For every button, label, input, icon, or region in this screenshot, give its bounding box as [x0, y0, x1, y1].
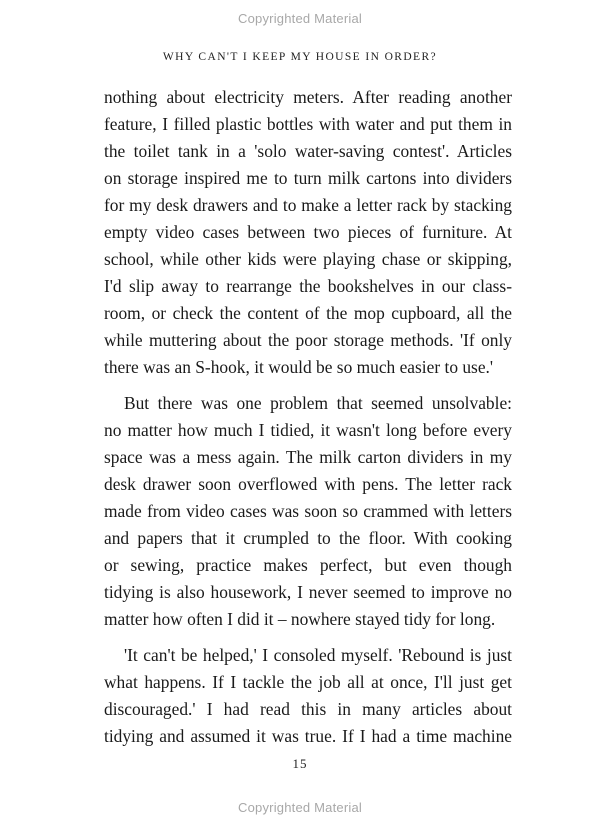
text-line: discouraged.' I had read this in many articles about	[104, 699, 512, 719]
text-line: But there was one problem that seemed unsolvable:	[124, 393, 512, 413]
paragraph	[104, 390, 512, 633]
text-line: while muttering about the poor storage methods. 'If only	[104, 330, 512, 350]
text-line: made from video cases was soon so crammed with letters	[104, 501, 512, 521]
text-line: what happens. If I tackle the job all at once, I'll just get	[104, 672, 512, 692]
text-line: tidying is also housework, I never seemed to improve no	[104, 582, 512, 602]
text-line: room, or check the content of the mop cupboard, all the	[104, 303, 512, 323]
paragraph	[104, 84, 512, 381]
text-line: or sewing, practice makes perfect, but even though	[104, 555, 512, 575]
text-line: school, while other kids were playing chase or skipping,	[104, 249, 512, 269]
running-head: WHY CAN'T I KEEP MY HOUSE IN ORDER?	[162, 51, 438, 63]
text-line: there was an S-hook, it would be so much easier to use.'	[104, 357, 494, 377]
text-line: matter how often I did it – nowhere stayed tidy for long.	[104, 609, 496, 629]
text-line: for my desk drawers and to make a letter rack by stacking	[104, 195, 512, 215]
text-line: tidying and assumed it was true. If I had a time machine	[104, 726, 512, 746]
text-line: no matter how much I tidied, it wasn't long before every	[104, 420, 512, 440]
text-line: on storage inspired me to turn milk cartons into dividers	[104, 168, 512, 188]
body-text	[104, 84, 512, 759]
text-line: nothing about electricity meters. After reading another	[104, 87, 512, 107]
text-line: the toilet tank in a 'solo water-saving contest'. Articles	[104, 141, 512, 161]
text-line: feature, I filled plastic bottles with water and put them in	[104, 114, 512, 134]
text-line: empty video cases between two pieces of furniture. At	[104, 222, 512, 242]
page-number: 15	[292, 756, 308, 771]
paragraph	[104, 642, 512, 750]
text-line: 'It can't be helped,' I consoled myself. 'Rebound is just	[124, 645, 512, 665]
text-line: and papers that it crumpled to the floor. With cooking	[104, 528, 512, 548]
text-line: space was a mess again. The milk carton dividers in my	[104, 447, 512, 467]
text-line: desk drawer soon overflowed with pens. The letter rack	[104, 474, 512, 494]
copyright-watermark-top: Copyrighted Material	[238, 11, 362, 26]
text-line: I'd slip away to rearrange the bookshelves in our class-	[104, 276, 512, 296]
copyright-watermark-bottom: Copyrighted Material	[238, 800, 362, 815]
